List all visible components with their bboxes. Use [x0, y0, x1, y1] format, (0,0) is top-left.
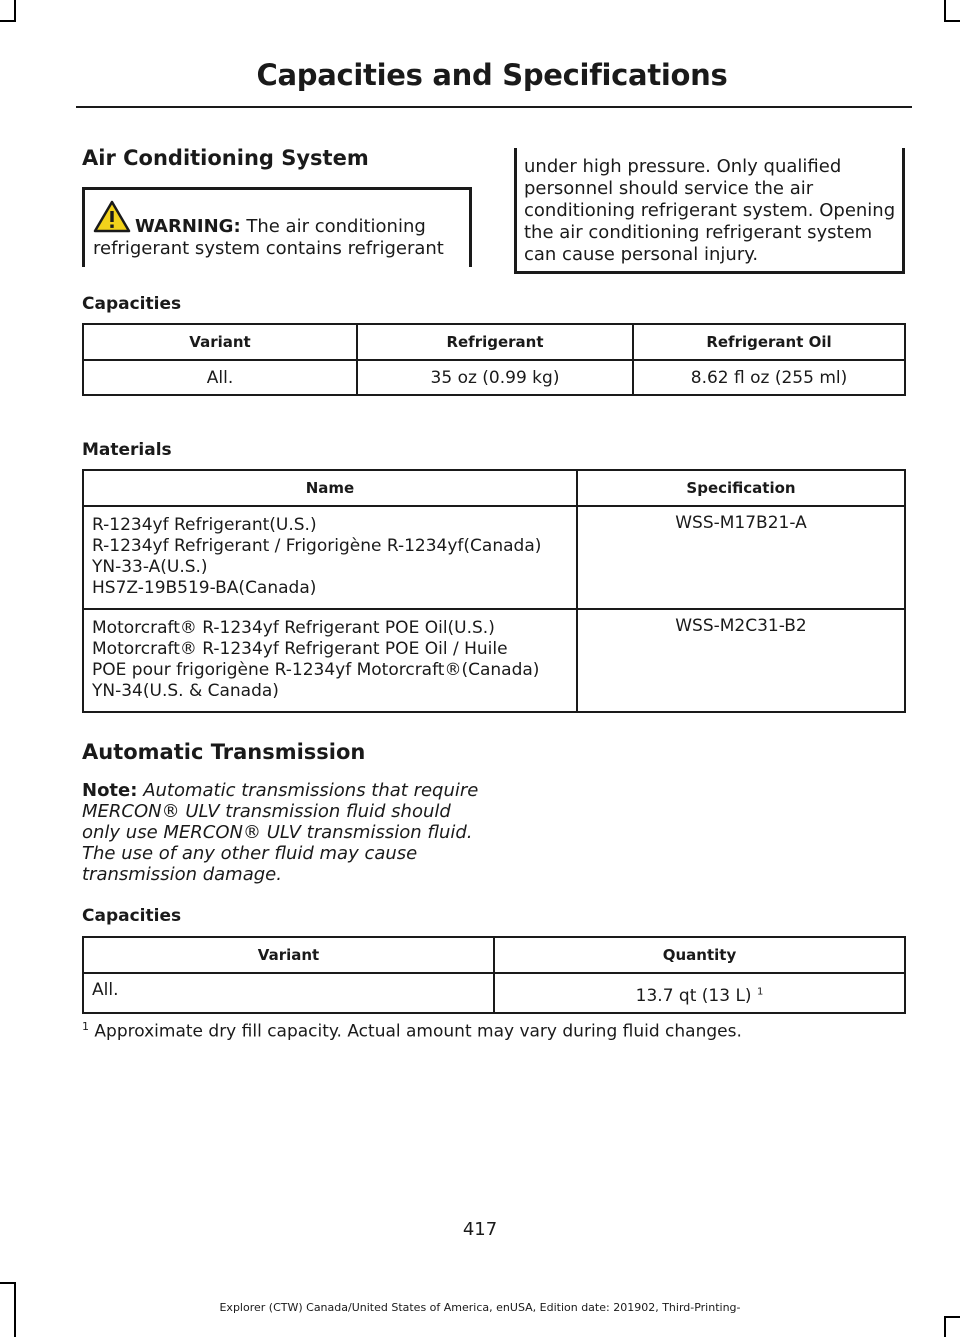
crop-mark [14, 0, 16, 22]
transmission-note [82, 780, 482, 885]
warning-label: WARNING: [135, 216, 241, 237]
ac-capacities-table [82, 323, 906, 396]
table-header: Variant [83, 324, 357, 360]
table-cell [83, 609, 577, 712]
material-name-line: HS7Z-19B519-BA(Canada) [92, 578, 317, 598]
material-name-line: YN-33-A(U.S.) [92, 557, 208, 577]
table-cell [494, 973, 905, 1013]
warning-triangle-icon [93, 200, 131, 233]
at-capacities-table [82, 936, 906, 1014]
material-name-line: YN-34(U.S. & Canada) [92, 681, 279, 701]
table-cell [83, 506, 577, 609]
ac-heading: Air Conditioning System [82, 146, 369, 170]
crop-mark [944, 1316, 946, 1337]
table-header: Refrigerant Oil [633, 324, 905, 360]
material-name-line: POE pour frigorigène R-1234yf Motorcraft®(Canada) [92, 660, 540, 680]
page-title: Capacities and Specifications [256, 58, 728, 92]
at-heading: Automatic Transmission [82, 740, 366, 764]
material-name-line: R-1234yf Refrigerant(U.S.) [92, 515, 317, 535]
footnote-text: Approximate dry fill capacity. Actual amount may vary during fluid changes. [89, 1021, 742, 1042]
table-cell: All. [83, 360, 357, 395]
table-cell: 8.62 fl oz (255 ml) [633, 360, 905, 395]
materials-table [82, 469, 906, 713]
page-number: 417 [462, 1219, 498, 1240]
footnote-mark: 1 [756, 986, 764, 998]
warning-box-right [514, 148, 905, 274]
table-cell: WSS-M17B21-A [577, 506, 905, 609]
title-divider [76, 106, 912, 108]
crop-mark [0, 1282, 16, 1284]
quantity-value: 13.7 qt (13 L) [635, 986, 752, 1006]
footnote-mark: 1 [82, 1020, 89, 1033]
table-cell: All. [83, 973, 494, 1013]
ac-capacities-heading: Capacities [82, 294, 182, 314]
warning-text-part1: The air conditioning refrigerant system contains refrigerant [93, 216, 444, 259]
table-header: Refrigerant [357, 324, 633, 360]
crop-mark [944, 0, 946, 22]
page-footer: Explorer (CTW) Canada/United States of America, enUSA, Edition date: 201902, Third-Printing- [219, 1301, 741, 1314]
crop-mark [0, 20, 16, 22]
material-name-line: R-1234yf Refrigerant / Frigorigène R-1234yf(Canada) [92, 536, 542, 556]
table-cell: 35 oz (0.99 kg) [357, 360, 633, 395]
crop-mark [944, 20, 960, 22]
table-header: Quantity [494, 937, 905, 973]
crop-mark [944, 1316, 960, 1318]
table-header: Variant [83, 937, 494, 973]
material-name-line: Motorcraft® R-1234yf Refrigerant POE Oil / Huile [92, 639, 508, 659]
at-capacities-heading: Capacities [82, 906, 182, 926]
footnote [82, 1020, 742, 1042]
material-name-line: Motorcraft® R-1234yf Refrigerant POE Oil(U.S.) [92, 618, 495, 638]
table-header: Specification [577, 470, 905, 506]
warning-text-part2: under high pressure. Only qualified personnel should service the air conditioning refrigerant system. Opening the air conditioning refrigerant system can cause personal injury. [524, 156, 896, 265]
note-label: Note: [82, 780, 138, 801]
table-cell: WSS-M2C31-B2 [577, 609, 905, 712]
warning-box-left [82, 187, 472, 267]
note-text: Automatic transmissions that require MERCON® ULV transmission fluid should only use MERCON® ULV transmission fluid. The use of any other fluid may cause transmission damage. [82, 780, 479, 885]
table-header: Name [83, 470, 577, 506]
materials-heading: Materials [82, 440, 172, 460]
